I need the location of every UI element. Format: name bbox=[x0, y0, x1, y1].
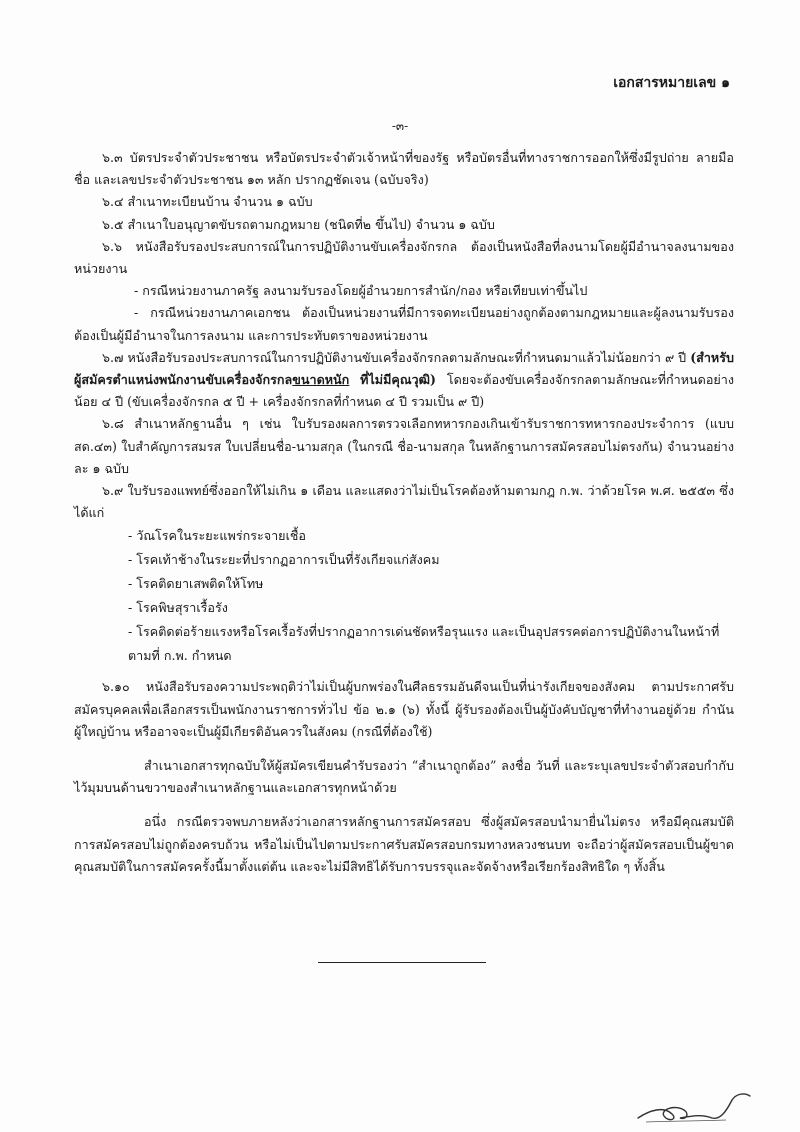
item-6-5: ๖.๕ สำเนาใบอนุญาตขับรถตามกฎหมาย (ชนิดที่๒ ขึ้นไป) จำนวน ๑ ฉบับ bbox=[102, 216, 495, 232]
document-body bbox=[74, 147, 734, 878]
item-6-6-government: - กรณีหน่วยงานภาครัฐ ลงนามรับรองโดยผู้อำนวยการสำนัก/กอง หรือเทียบเท่าขึ้นไป bbox=[134, 283, 588, 299]
item-6-8: ๖.๘ สำเนาหลักฐานอื่น ๆ เช่น ใบรับรองผลการตรวจเลือกทหารกองเกินเข้ารับราชการทหารกองประจำการ (แบบ สด.๔๓) ใบสำคัญการสมรส ใบเปลี่ยนชื่อ-นามสกุล (ในกรณี ชื่อ-นามสกุล ในหลักฐานการสมัครสอบไม่ตรงกัน) จำนวนอย่างละ ๑ ฉบับ bbox=[74, 416, 734, 476]
disclaimer-note: อนึ่ง กรณีตรวจพบภายหลังว่าเอกสารหลักฐานการสมัครสอบ ซึ่งผู้สมัครสอบนำมายื่นไม่ตรง หรือมีคุณสมบัติการสมัครสอบไม่ถูกต้องครบถ้วน หรือไม่เป็นไปตามประกาศรับสมัครสอบกรมทางหลวงชนบท จะถือว่าผู้สมัครสอบเป็นผู้ขาดคุณสมบัติในการสมัครครั้งนี้มาตั้งแต่ต้น และจะไม่มีสิทธิได้รับการบรรจุและจัดจ้างหรือเรียกร้องสิทธิใด ๆ ทั้งสิ้น bbox=[74, 814, 734, 874]
disease-item: - โรคเท้าช้างในระยะที่ปรากฏอาการเป็นที่รังเกียจแก่สังคม bbox=[128, 552, 440, 568]
copy-instruction-note: สำเนาเอกสารทุกฉบับให้ผู้สมัครเขียนคำรับรองว่า “สำเนาถูกต้อง” ลงชื่อ วันที่ และระบุเลขประจำตัวสอบกำกับไว้มุมบนด้านขวาของสำเนาหลักฐานและเอกสารทุกหน้าด้วย bbox=[74, 758, 734, 796]
item-6-4: ๖.๔ สำเนาทะเบียนบ้าน จำนวน ๑ ฉบับ bbox=[102, 194, 313, 210]
end-of-text-divider bbox=[318, 962, 486, 963]
item-6-3: ๖.๓ บัตรประจำตัวประชาชน หรือบัตรประจำตัวเจ้าหน้าที่ของรัฐ หรือบัตรอื่นที่ทางราชการออกให้ซึ่งมีรูปถ่าย ลายมือชื่อ และเลขประจำตัวประชาชน ๑๓ หลัก ปรากฏชัดเจน (ฉบับจริง) bbox=[74, 150, 734, 188]
item-6-6-private: - กรณีหน่วยงานภาคเอกชน ต้องเป็นหน่วยงานที่มีการจดทะเบียนอย่างถูกต้องตามกฎหมายและผู้ลงนามรับรองต้องเป็นผู้มีอำนาจในการลงนาม และการประทับตราของหน่วยงาน bbox=[74, 305, 734, 343]
item-6-7-bold-3: ที่ไม่มีคุณวุฒิ) bbox=[360, 372, 436, 388]
item-6-7-bold-1: (สำหรับผู้สมัครตำแหน่งพนักงานขับเครื่องจักรกล bbox=[74, 349, 734, 388]
disease-item: - โรคติดต่อร้ายแรงหรือโรคเรื้อรังที่ปรากฏอาการเด่นชัดหรือรุนแรง และเป็นอุปสรรคต่อการปฏิบัติงานในหน้าที่ ตามที่ ก.พ. กำหนด bbox=[128, 624, 720, 664]
item-6-7 bbox=[74, 347, 734, 414]
disease-item: - โรคติดยาเสพติดให้โทษ bbox=[128, 576, 264, 592]
document-number: เอกสารหมายเลข ๑ bbox=[613, 75, 730, 91]
handwritten-initials-icon bbox=[628, 1090, 758, 1126]
faded-footer-stamp bbox=[170, 1075, 630, 1087]
item-6-7-bold-underline: ขนาดหนัก bbox=[292, 372, 350, 388]
item-6-7-text-b: โดยจะต้องขับเครื่องจักรกลตามลักษณะที่กำหนดอย่างน้อย ๔ ปี (ขับเครื่องจักรกล ๕ ปี + เครื่องจักรกลที่กำหนด ๔ ปี รวมเป็น ๙ ปี) bbox=[74, 372, 734, 410]
page-number: -๓- bbox=[391, 119, 409, 133]
disease-item: - โรคพิษสุราเรื้อรัง bbox=[128, 600, 228, 616]
disease-item: - วัณโรคในระยะแพร่กระจายเชื้อ bbox=[128, 528, 306, 544]
item-6-6: ๖.๖ หนังสือรับรองประสบการณ์ในการปฏิบัติงานขับเครื่องจักรกล ต้องเป็นหนังสือที่ลงนามโดยผู้มีอำนาจลงนามของหน่วยงาน bbox=[74, 238, 734, 277]
item-6-9: ๖.๙ ใบรับรองแพทย์ซึ่งออกให้ไม่เกิน ๑ เดือน และแสดงว่าไม่เป็นโรคต้องห้ามตามกฎ ก.พ. ว่าด้วยโรค พ.ศ. ๒๕๕๓ ซึ่งได้แก่ bbox=[74, 483, 734, 521]
item-6-10: ๖.๑๐ หนังสือรับรองความประพฤติว่าไม่เป็นผู้บกพร่องในศีลธรรมอันดีจนเป็นที่น่ารังเกียจของสังคม ตามประกาศรับสมัครบุคคลเพื่อเลือกสรรเป็นพนักงานราชการทั่วไป ข้อ ๒.๑ (๖) ทั้งนี้ ผู้รับรองต้องเป็นผู้บังคับบัญชาที่ทำงานอยู่ด้วย กำนัน ผู้ใหญ่บ้าน หรืออาจจะเป็นผู้มีเกียรติอันควรในสังคม (กรณีที่ต้องใช้) bbox=[74, 679, 734, 739]
item-6-7-text-a: ๖.๗ หนังสือรับรองประสบการณ์ในการปฏิบัติงานขับเครื่องจักรกลตามลักษณะที่กำหนดมาแล้วไม่น้อยกว่า ๙ ปี bbox=[102, 349, 687, 365]
